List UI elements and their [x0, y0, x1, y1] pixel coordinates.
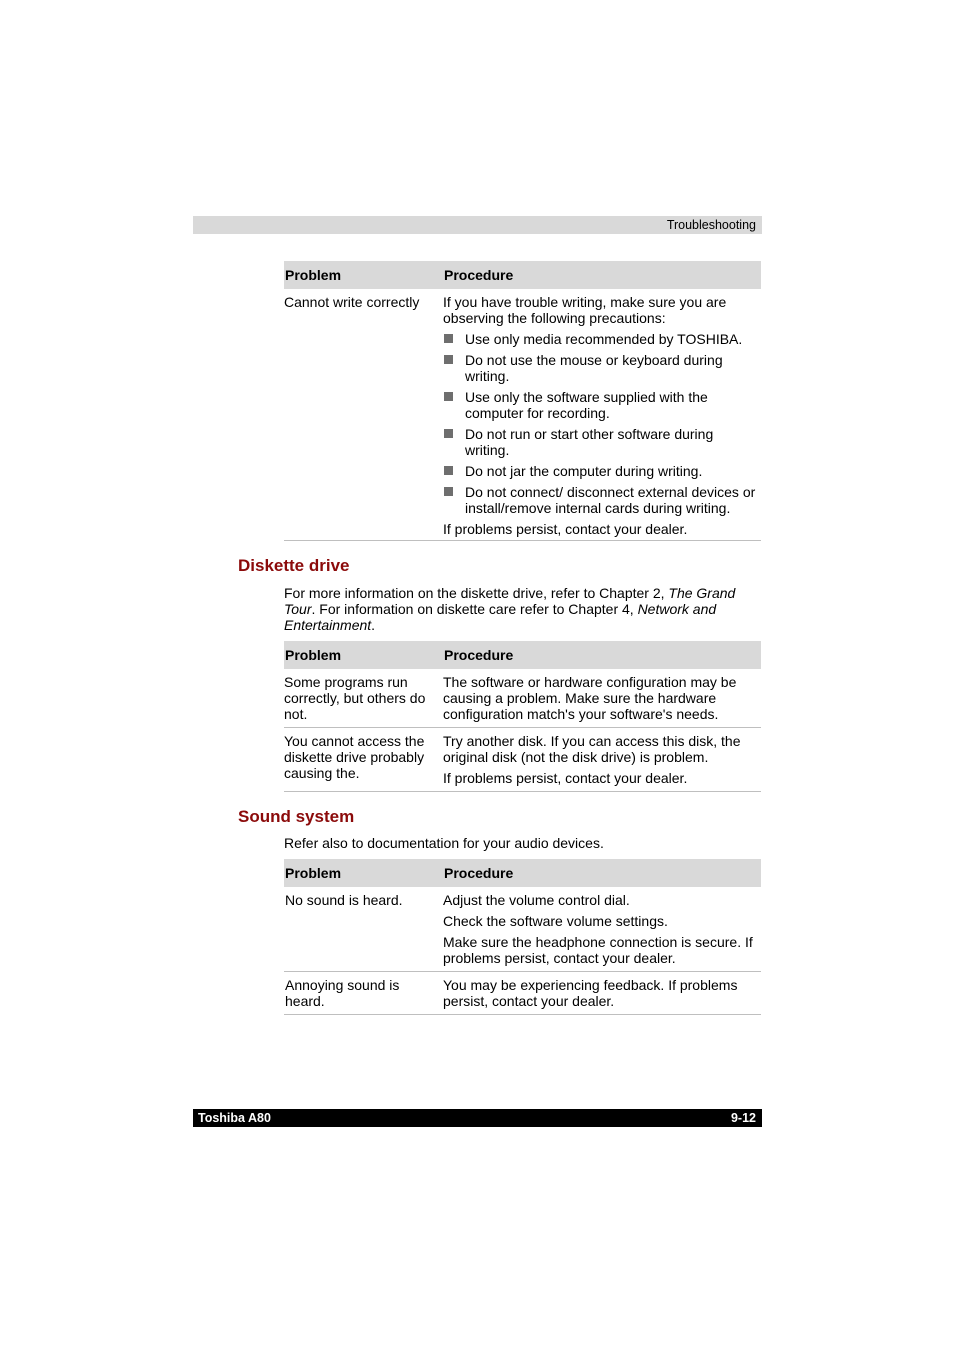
sound-heading: Sound system [238, 807, 355, 826]
intro-ref-network: Network and Entertainment [284, 601, 717, 633]
procedure-cell [443, 733, 761, 786]
writing-problems-table [284, 261, 761, 541]
problem-cell: Annoying sound is heard. [285, 977, 400, 1009]
table-row [284, 669, 761, 728]
problem-cell: You cannot access the diskette drive probably causing the. [284, 733, 425, 781]
running-footer [193, 1109, 762, 1127]
procedure-cell: You may be experiencing feedback. If problems persist, contact your dealer. [443, 977, 738, 1009]
table-row [284, 289, 761, 541]
diskette-heading: Diskette drive [238, 556, 350, 575]
procedure-cell [443, 294, 761, 537]
table-header [284, 261, 761, 289]
col-problem: Problem [285, 647, 342, 663]
header-section-title: Troubleshooting [666, 218, 756, 232]
sound-table [284, 859, 761, 1015]
sound-intro: Refer also to documentation for your audio devices. [284, 835, 604, 851]
intro-text: . [371, 617, 376, 633]
diskette-table [284, 641, 761, 792]
col-problem: Problem [285, 865, 342, 881]
table-row [284, 728, 761, 792]
procedure-cell: The software or hardware configuration may be causing a problem. Make sure the hardware configuration match's your software's needs. [443, 674, 737, 722]
col-procedure: Procedure [444, 267, 514, 283]
diskette-intro [284, 585, 761, 633]
intro-text: . For information on diskette care refer to Chapter 4, [311, 601, 638, 617]
procedure-intro: If you have trouble writing, make sure you are observing the following precautions: [443, 294, 727, 326]
footer-product: Toshiba A80 [198, 1111, 271, 1125]
table-header [284, 859, 761, 887]
list-item: Do not use the mouse or keyboard during writing. [443, 352, 761, 384]
procedure-text: Check the software volume settings. [443, 913, 668, 929]
page-number: 9-12 [730, 1111, 756, 1125]
list-item: Use only the software supplied with the computer for recording. [443, 389, 761, 421]
procedure-text: If problems persist, contact your dealer. [443, 770, 688, 786]
intro-ref-grand-tour: The Grand Tour [284, 585, 736, 617]
col-problem: Problem [285, 267, 342, 283]
procedure-outro: If problems persist, contact your dealer. [443, 521, 688, 537]
col-procedure: Procedure [444, 865, 514, 881]
problem-cell: Some programs run correctly, but others do not. [284, 674, 426, 722]
problem-cell: Cannot write correctly [284, 294, 420, 310]
procedure-cell [443, 892, 761, 966]
list-item: Do not run or start other software during writing. [443, 426, 761, 458]
list-item: Do not connect/ disconnect external devices or install/remove internal cards during writing. [443, 484, 761, 516]
procedure-text: Make sure the headphone connection is secure. If problems persist, contact your dealer. [443, 934, 753, 966]
procedure-text: Try another disk. If you can access this disk, the original disk (not the disk drive) is problem. [443, 733, 741, 765]
col-procedure: Procedure [444, 647, 514, 663]
problem-cell: No sound is heard. [285, 892, 403, 908]
table-header [284, 641, 761, 669]
table-row [284, 887, 761, 972]
procedure-text: Adjust the volume control dial. [443, 892, 630, 908]
list-item: Do not jar the computer during writing. [443, 463, 761, 479]
table-row [284, 972, 761, 1015]
running-header [193, 216, 762, 234]
intro-text: For more information on the diskette drive, refer to Chapter 2, [284, 585, 669, 601]
list-item: Use only media recommended by TOSHIBA. [443, 331, 761, 347]
